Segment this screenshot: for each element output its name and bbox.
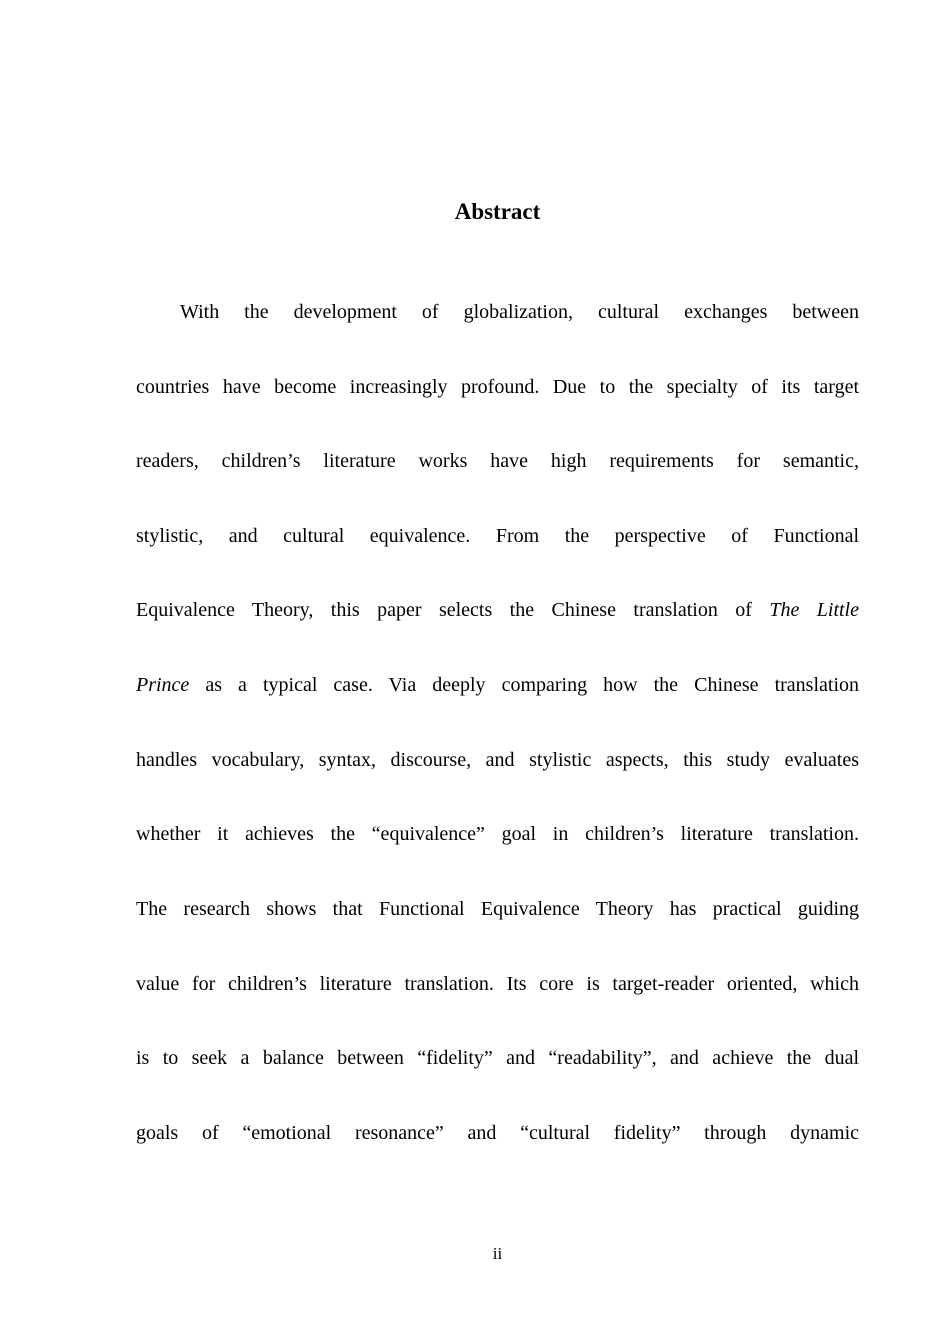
abstract-line <box>136 665 859 705</box>
page-number: ii <box>492 1244 503 1263</box>
book-title-italic: Prince <box>136 674 190 696</box>
abstract-line: value for children’s literature translation. Its core is target-reader oriented, which <box>136 973 859 995</box>
abstract-line: With the development of globalization, cultural exchanges between <box>180 301 859 323</box>
abstract-line <box>136 590 859 630</box>
abstract-line: handles vocabulary, syntax, discourse, and stylistic aspects, this study evaluates <box>136 749 859 771</box>
abstract-line: countries have become increasingly profound. Due to the specialty of its target <box>136 376 859 398</box>
abstract-line-text: as a typical case. Via deeply comparing how the Chinese translation <box>189 674 859 696</box>
abstract-line: goals of “emotional resonance” and “cultural fidelity” through dynamic <box>136 1122 859 1144</box>
abstract-line: The research shows that Functional Equivalence Theory has practical guiding <box>136 898 859 920</box>
abstract-line: whether it achieves the “equivalence” goal in children’s literature translation. <box>136 823 859 845</box>
abstract-line: is to seek a balance between “fidelity” and “readability”, and achieve the dual <box>136 1047 859 1069</box>
abstract-line: readers, children’s literature works have high requirements for semantic, <box>136 450 859 472</box>
abstract-line: stylistic, and cultural equivalence. From the perspective of Functional <box>136 525 859 547</box>
abstract-line-text: Equivalence Theory, this paper selects the Chinese translation of <box>136 599 770 621</box>
abstract-heading: Abstract <box>454 199 541 224</box>
book-title-italic: The Little <box>769 599 859 621</box>
